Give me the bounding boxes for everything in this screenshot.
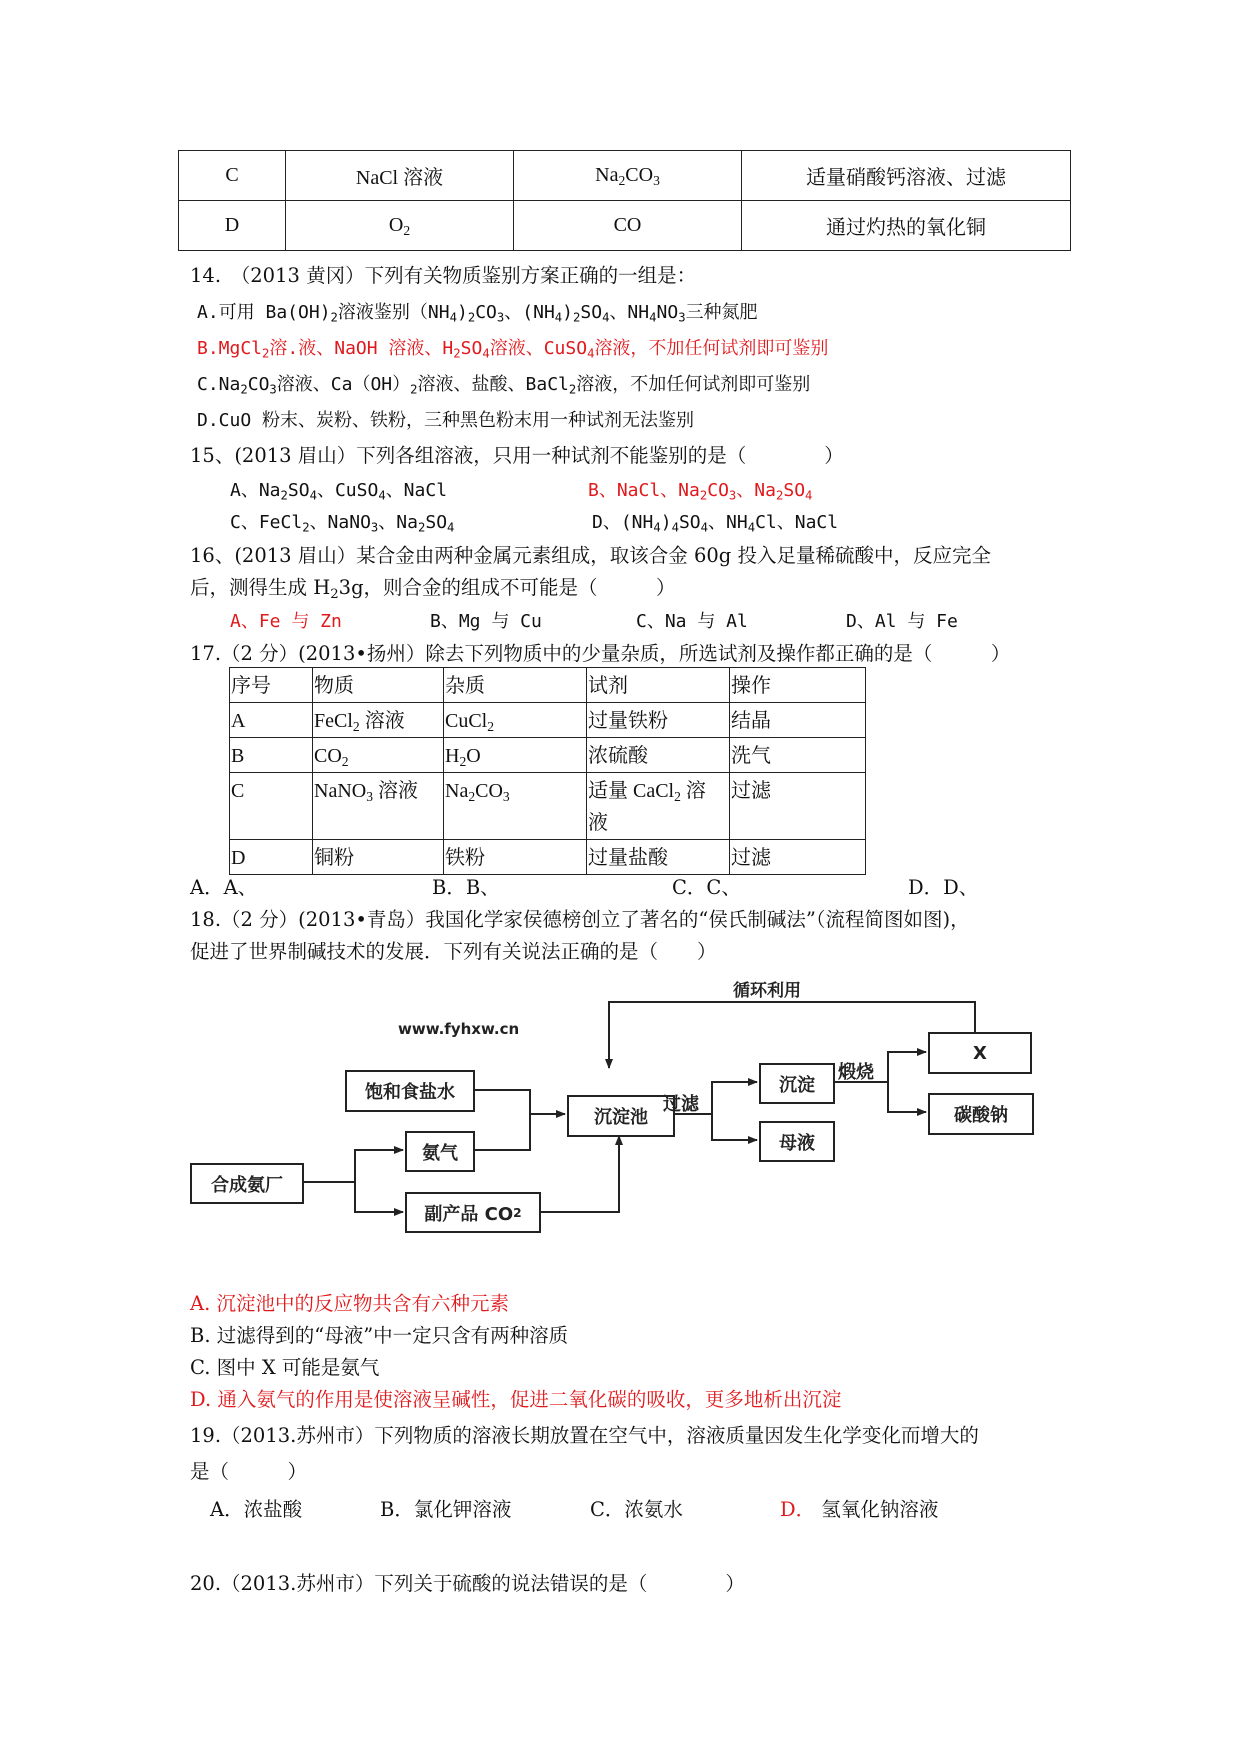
table-cell: D	[179, 201, 286, 251]
table-cell: C	[230, 773, 313, 840]
q14-option-c: $C.Na_2CO_3$溶液、$Ca(OH)_2$溶液、盐酸、BaCl$_2$溶液，不加任何试剂即可鉴别	[197, 374, 811, 397]
recycle-label: 循环利用	[733, 981, 801, 1001]
q14-option-b: B.MgCl$_2$溶.液、NaOH 溶液、$H_2SO_4$溶液、CuSO$_4$溶液，不加任何试剂即可鉴别	[197, 338, 829, 361]
q18-option-a: A. 沉淀池中的反应物共含有六种元素	[190, 1292, 509, 1315]
q16-option-d: D、Al 与 Fe	[846, 611, 958, 632]
table-cell: $H_2O$	[444, 738, 587, 773]
table-cell: $CO_2$	[313, 738, 444, 773]
table-cell: CO	[514, 201, 742, 251]
table-header: 杂质	[444, 668, 587, 703]
table-cell: NaCl 溶液	[286, 151, 514, 201]
table-header: 试剂	[587, 668, 730, 703]
table-cell: 过量铁粉	[587, 703, 730, 738]
q17-option-b: B．B、	[432, 876, 500, 899]
q15-option-a: A、$Na_2SO_4$、CuSO$_4$、NaCl	[230, 480, 448, 503]
q18-option-c: C. 图中 X 可能是氨气	[190, 1356, 380, 1379]
plant-to-co2	[355, 1182, 403, 1212]
q19-option-d: D． 氢氧化钠溶液	[780, 1498, 939, 1521]
settling-tank-box: 沉淀池	[567, 1095, 675, 1137]
q19-option-a: A．浓盐酸	[210, 1498, 303, 1521]
q18-option-b: B. 过滤得到的“母液”中一定只含有两种溶质	[190, 1324, 569, 1347]
q14-option-d: D.CuO 粉末、炭粉、铁粉，三种黑色粉末用一种试剂无法鉴别	[197, 410, 695, 431]
calcine-label: 煅烧	[838, 1062, 874, 1083]
table-cell: 结晶	[730, 703, 866, 738]
to-x	[888, 1052, 926, 1082]
watermark-text: www.fyhxw.cn	[398, 1020, 520, 1038]
co2-box: 副产品 CO 2	[405, 1192, 541, 1233]
brine-box: 饱和食盐水	[345, 1070, 475, 1112]
q15-option-b: B、NaCl、$Na_2CO_3$、$Na_2SO_4$	[588, 480, 813, 503]
q17-option-a: A．A、	[190, 876, 258, 899]
table-cell: $O_2$	[286, 201, 514, 251]
table-cell: 铜粉	[313, 840, 444, 875]
q20-stem: 20.（2013.苏州市）下列关于硫酸的说法错误的是（ ）	[190, 1572, 745, 1595]
table-cell: $Na_2CO_3$	[444, 773, 587, 840]
brine-line	[473, 1090, 530, 1114]
q16-line2: 后，测得生成 $H_23g$，则合金的组成不可能是（ ）	[190, 576, 676, 602]
q15-option-c: C、FeCl$_2$、NaNO$_3$、$Na_2SO_4$	[230, 512, 455, 535]
q17-option-d: D．D、	[908, 876, 979, 899]
filter-label: 过滤	[663, 1094, 699, 1115]
q18-option-d: D. 通入氨气的作用是使溶液呈碱性，促进二氧化碳的吸收，更多地析出沉淀	[190, 1388, 842, 1411]
table-cell: NaNO$_3$ 溶液	[313, 773, 444, 840]
q14-stem: 14. （2013 黄冈）下列有关物质鉴别方案正确的一组是：	[190, 264, 697, 287]
plant-to-ammonia	[355, 1150, 403, 1182]
table-cell: 通过灼热的氧化铜	[742, 201, 1071, 251]
q19-option-b: B．氯化钾溶液	[380, 1498, 512, 1521]
q16-option-c: C、Na 与 Al	[636, 611, 748, 632]
mother-liquor-box: 母液	[759, 1121, 835, 1162]
table-cell: 适量硝酸钙溶液、过滤	[742, 151, 1071, 201]
q19-line2: 是（ ）	[190, 1460, 308, 1483]
table-cell: 过滤	[730, 840, 866, 875]
table-header: 物质	[313, 668, 444, 703]
table-cell: C	[179, 151, 286, 201]
ammonia-line	[473, 1114, 565, 1150]
table-cell: 过量盐酸	[587, 840, 730, 875]
table-cell: 洗气	[730, 738, 866, 773]
x-box: X	[928, 1032, 1032, 1074]
to-precipitate	[712, 1082, 757, 1114]
co2-line	[539, 1136, 619, 1212]
precipitate-box: 沉淀	[759, 1063, 835, 1104]
recycle-line	[609, 1002, 975, 1068]
q18-line2: 促进了世界制碱技术的发展．下列有关说法正确的是（ ）	[190, 940, 717, 963]
q19-line1: 19.（2013.苏州市）下列物质的溶液长期放置在空气中，溶液质量因发生化学变化而增大的	[190, 1424, 979, 1447]
to-soda	[888, 1082, 926, 1112]
q14-option-a: A.可用 $Ba(OH)_2$溶液鉴别$(NH_4)_2CO_3$、$(NH_4)_2SO_4$、$NH_4NO_3$三种氮肥	[197, 302, 758, 325]
q19-option-c: C．浓氨水	[590, 1498, 683, 1521]
table-cell: 适量 CaCl$_2$ 溶 液	[587, 773, 730, 840]
q18-line1: 18.（2 分）(2013•青岛）我国化学家侯德榜创立了著名的“侯氏制碱法”（流程简图如图)，	[190, 908, 970, 931]
q15-stem: 15、(2013 眉山）下列各组溶液，只用一种试剂不能鉴别的是（ ）	[190, 444, 844, 467]
table-cell: B	[230, 738, 313, 773]
table-cell: CuCl$_2$	[444, 703, 587, 738]
table-cell: $Na_2CO_3$	[514, 151, 742, 201]
q16-option-a: A、Fe 与 Zn	[230, 611, 342, 632]
to-mother	[712, 1114, 757, 1140]
table-cell: D	[230, 840, 313, 875]
q16-line1: 16、(2013 眉山）某合金由两种金属元素组成，取该合金 60g 投入足量稀硫酸中，反应完全	[190, 544, 991, 567]
q16-option-b: B、Mg 与 Cu	[430, 611, 542, 632]
q17-option-c: C．C、	[672, 876, 741, 899]
table-cell: 过滤	[730, 773, 866, 840]
q15-option-d: D、$(NH_4)_4SO_4$、$NH_4Cl$、NaCl	[592, 512, 839, 535]
q17-stem: 17.（2 分）(2013•扬州）除去下列物质中的少量杂质，所选试剂及操作都正确的是（ ）	[190, 642, 1011, 665]
ammonia-box: 氨气	[405, 1131, 475, 1172]
table-header: 序号	[230, 668, 313, 703]
table-cell: 铁粉	[444, 840, 587, 875]
table-cell: 浓硫酸	[587, 738, 730, 773]
ammonia-plant-box: 合成氨厂	[190, 1163, 304, 1204]
sodium-carbonate-box: 碳酸钠	[928, 1093, 1034, 1135]
table-cell: A	[230, 703, 313, 738]
table-header: 操作	[730, 668, 866, 703]
table-cell: FeCl$_2$ 溶液	[313, 703, 444, 738]
